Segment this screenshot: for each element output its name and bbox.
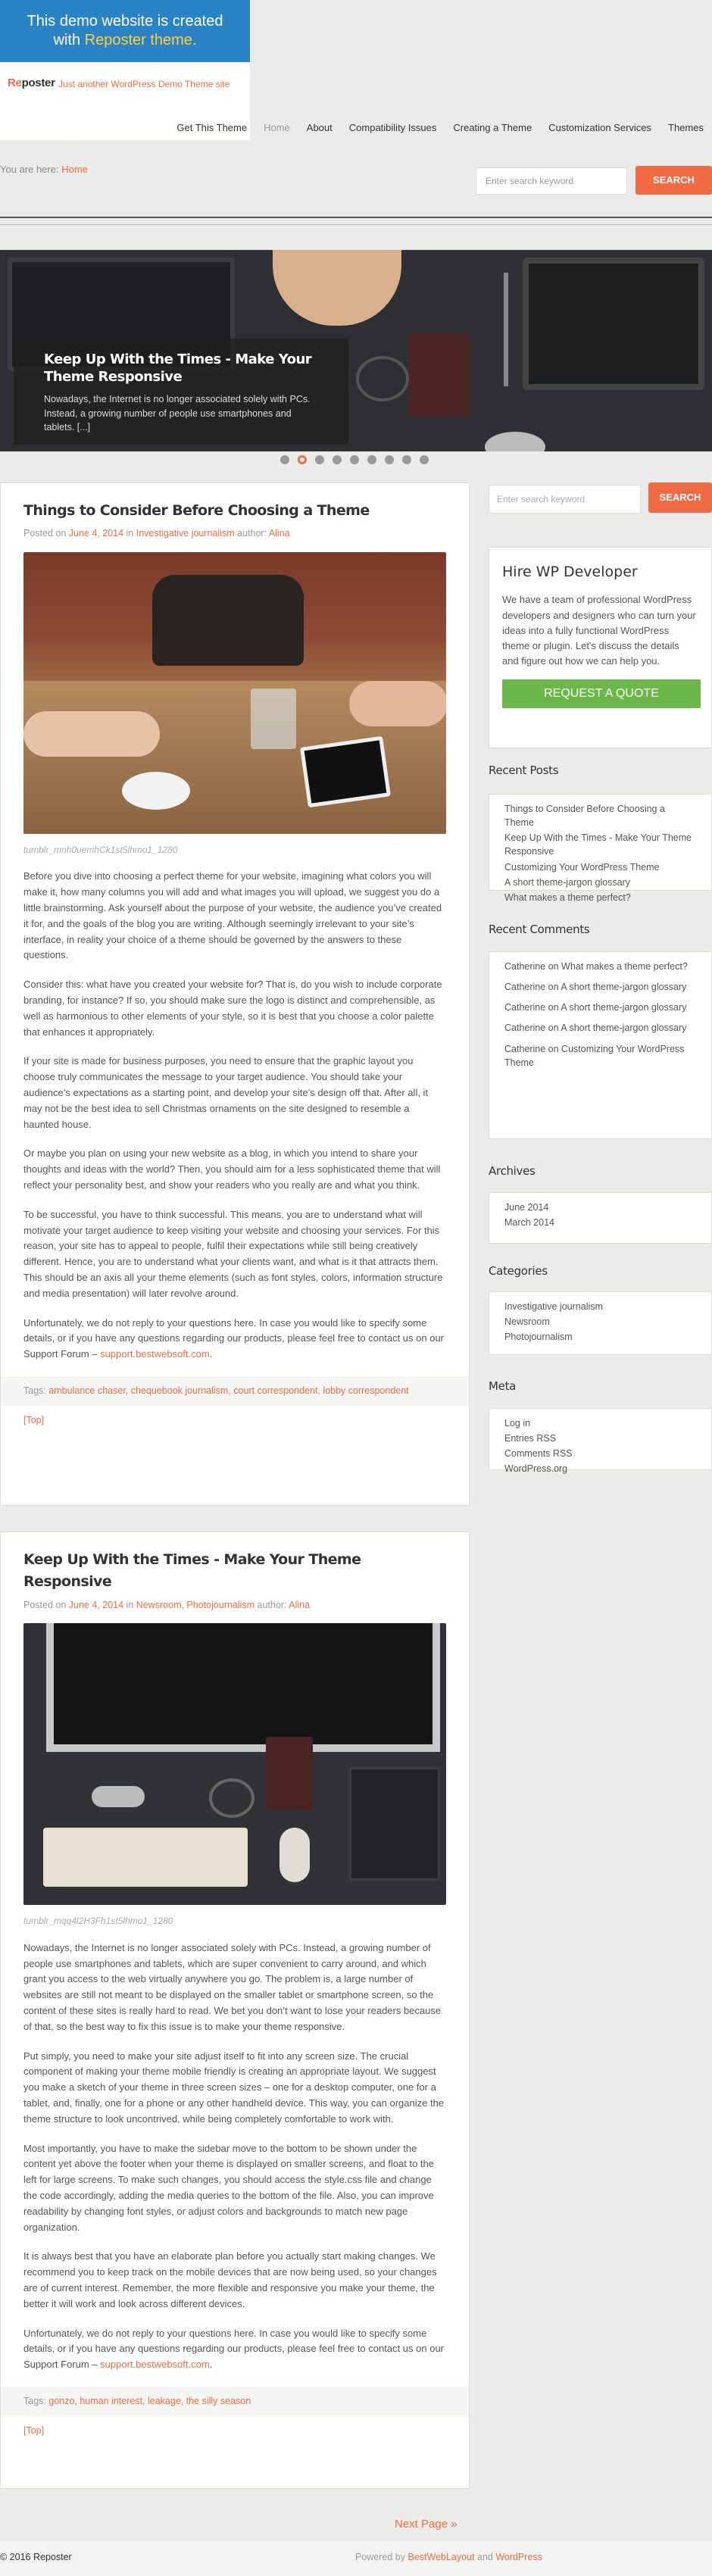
- demo-banner-line1: This demo website is created: [27, 13, 223, 30]
- recent-comment-link[interactable]: Catherine on A short theme-jargon glossary: [504, 1002, 687, 1013]
- categories-widget: [489, 1291, 712, 1355]
- footer-powered-by: [355, 2550, 542, 2565]
- category-link[interactable]: Newsroom: [504, 1316, 550, 1328]
- footer-copyright: © 2016 Reposter: [0, 2552, 72, 2562]
- nav-creating-a-theme[interactable]: Creating a Theme: [453, 121, 532, 133]
- category-link[interactable]: Photojournalism: [504, 1332, 573, 1343]
- tags-label: Tags:: [23, 1385, 49, 1396]
- post-paragraph: Most importantly, you have to make the sidebar move to the bottom to be shown under the content yet above the footer when your theme is displayed on smaller screens, and float to the left for large screens. To make such changes, you should access the style.css file and change the code accordingly, adding the media queries to the bottom of the file. Also, you can improve readability by changing font styles, or adjust colors and backgrounds to match new page organization.: [23, 2142, 434, 2233]
- post-category-link[interactable]: Investigative journalism: [136, 528, 235, 539]
- slider-caption-text: Nowadays, the Internet is no longer associated solely with PCs. Instead, a growing number of people use smartphones and tablets. [...]: [44, 393, 311, 433]
- slide-image-tablet: [523, 258, 704, 390]
- slider-dot[interactable]: [367, 455, 376, 464]
- tag-links[interactable]: gonzo, human interest, leakage, the silly season: [48, 2395, 251, 2406]
- recent-post-link[interactable]: A short theme-jargon glossary: [504, 876, 631, 888]
- sidebar-search-input[interactable]: Enter search keyword: [489, 485, 641, 514]
- tags-label: Tags:: [23, 2395, 49, 2406]
- recent-posts-widget: [489, 794, 712, 903]
- post-paragraph: It is always best that you have an elaborate plan before you actually start making changes. We recommend you to keep track on the mobile devices that are now being used, so your changes are of current interest. Remember, the more flexible and responsive you make your theme, the better it will work and look across different devices.: [23, 2250, 437, 2309]
- archive-link[interactable]: June 2014: [504, 1202, 549, 1213]
- slider-dot[interactable]: [385, 455, 394, 464]
- categories-title: Categories: [489, 1264, 548, 1278]
- image-caption: tumblr_mnh0uemhCk1st5lhmo1_1280: [23, 844, 178, 855]
- post-title[interactable]: Things to Consider Before Choosing a Theme: [23, 502, 370, 519]
- logo-accent-letters: Re: [8, 76, 22, 89]
- meta-title: Meta: [489, 1379, 517, 1393]
- post-date-link[interactable]: June 4, 2014: [68, 528, 124, 539]
- image-caption: tumblr_mqq4l2H3Fh1st5lhmo1_1280: [23, 1916, 173, 1927]
- post-paragraph: To be successful, you have to think successful. This means, you are to understand what will motivate your target audience to keep visiting your website and choosing your services. For this reason, your site has to appeal to people, fulfil their expectations while still being creatively different. Hence, you are to understand what your clients want, and what is it that attracts them. This should be an axis all your theme elements (such as font styles, colors, information structure and media presentation) will later revolve around.: [23, 1208, 443, 1299]
- post-category-link[interactable]: Newsroom, Photojournalism: [136, 1599, 255, 1610]
- post-author-link[interactable]: Alina: [268, 528, 290, 539]
- hire-widget-title: Hire WP Developer: [502, 564, 638, 580]
- post-meta-label: author:: [255, 1599, 289, 1610]
- footer-and: and: [474, 2552, 496, 2562]
- slide-image-glasses: [356, 356, 409, 401]
- slider-dot[interactable]: [420, 455, 429, 464]
- hire-developer-widget: [489, 547, 712, 748]
- post-closing-paragraph: [23, 2326, 446, 2373]
- breadcrumb: [0, 162, 88, 177]
- site-logo[interactable]: [8, 74, 55, 92]
- post-meta-label: in: [123, 528, 136, 539]
- post-date-link[interactable]: June 4, 2014: [68, 1599, 124, 1610]
- nav-compatibility-issues[interactable]: Compatibility Issues: [348, 121, 437, 133]
- recent-post-link[interactable]: What makes a theme perfect?: [504, 891, 631, 903]
- image-mouse: [279, 1828, 310, 1882]
- post-closing-paragraph: [23, 1316, 446, 1363]
- demo-banner-link[interactable]: Reposter theme.: [84, 32, 197, 48]
- image-notebook: [266, 1737, 313, 1809]
- slider-pagination: [280, 455, 429, 464]
- post-meta: [23, 1598, 446, 1613]
- sidebar-search-button[interactable]: SEARCH: [648, 482, 712, 513]
- post-paragraph: Consider this: what have you created your website for? That is, do you wish to include corporate branding, for instance? If so, you should make sure the logo is distinct and comprehensible, as well as harmonious to other elements of your style, so it is best that you choose a color palette that enhances it appropriately.: [23, 979, 442, 1038]
- slide-image-watch: [485, 432, 545, 451]
- image-hand: [349, 681, 446, 726]
- archives-widget: [489, 1192, 712, 1244]
- recent-comments-title: Recent Comments: [489, 923, 590, 936]
- post-meta: [23, 526, 446, 541]
- image-hand: [23, 711, 160, 757]
- post-featured-image: [23, 552, 446, 834]
- image-monitor: [46, 1623, 440, 1752]
- category-link[interactable]: Investigative journalism: [504, 1301, 603, 1312]
- image-tablet: [300, 736, 391, 808]
- post-meta-label: Posted on: [23, 1599, 69, 1610]
- recent-post-link[interactable]: Keep Up With the Times - Make Your Theme Responsive: [504, 832, 692, 857]
- header-search-input[interactable]: Enter search keyword: [476, 167, 627, 195]
- post-paragraph: Nowadays, the Internet is no longer associated solely with PCs. Instead, a growing number of people use smartphones and tablets, which are super convenient to carry around, and which grant you access to the web virtually anywhere you go. The problem is, a large number of websites are still not meant to be displayed on the smaller tablet or smartphone screen, so the content of these sites is really hard to read. We bet you don’t want to lose your readers because of that, so the best way to fix this issue is to make your theme responsive.: [23, 1941, 442, 2032]
- closing-end: .: [209, 1348, 213, 1360]
- closing-text: Unfortunately, we do not reply to your questions here. In case you would like to specify some details, or if you have any questions regarding our products, please feel free to contact us on our Support Forum –: [23, 1316, 445, 1360]
- post-tags: [1, 1376, 469, 1406]
- meta-widget: [489, 1408, 712, 1475]
- meta-link[interactable]: Comments RSS: [504, 1448, 573, 1460]
- footer-wordpress-link[interactable]: WordPress: [495, 2552, 542, 2562]
- request-quote-button[interactable]: REQUEST A QUOTE: [502, 679, 701, 708]
- post-tags: [1, 2387, 469, 2416]
- logo-text: poster: [21, 76, 55, 89]
- slider-caption-title[interactable]: Keep Up With the Times - Make Your Theme Responsive: [44, 351, 312, 386]
- nav-get-this-theme[interactable]: Get This Theme: [176, 121, 248, 133]
- nav-themes[interactable]: Themes: [668, 121, 704, 133]
- post-author-link[interactable]: Alina: [289, 1599, 311, 1610]
- image-cup: [122, 772, 190, 810]
- post-paragraph: Or maybe you plan on using your new website as a blog, in which you intend to share your thoughts and ideas with the world? Then, you should aim for a less sophisticated theme that will reflect your personality best, and show your readers who you really are and what you think.: [23, 1147, 441, 1191]
- archives-title: Archives: [489, 1164, 536, 1178]
- breadcrumb-home-link[interactable]: Home: [61, 164, 88, 175]
- nav-home[interactable]: Home: [264, 121, 290, 133]
- post-meta-label: author:: [234, 528, 269, 539]
- slider-dot[interactable]: [315, 455, 324, 464]
- post-article: [0, 1532, 470, 2489]
- image-tablet: [349, 1767, 440, 1881]
- recent-comments-widget: [489, 951, 712, 1139]
- recent-comment-link[interactable]: Catherine on A short theme-jargon glossary: [504, 1023, 687, 1034]
- tag-links[interactable]: ambulance chaser, chequebook journalism, court correspondent, lobby correspondent: [48, 1385, 409, 1396]
- meta-link[interactable]: WordPress.org: [504, 1463, 568, 1475]
- recent-post-link[interactable]: Customizing Your WordPress Theme: [504, 861, 660, 873]
- closing-end: .: [209, 2359, 213, 2371]
- next-page-link[interactable]: Next Page »: [395, 2518, 457, 2531]
- image-keyboard: [43, 1828, 248, 1887]
- recent-comment-link[interactable]: Catherine on A short theme-jargon glossary: [504, 982, 687, 993]
- post-paragraph: If your site is made for business purposes, you need to ensure that the graphic layout you choose truly communicates the message to your target audience. You should take your audience’s expectations as a starting point, and develop your site’s design off that. After all, it may not be the best idea to sell Christmas ornaments on the site designed to resemble a haunted house.: [23, 1055, 429, 1130]
- post-title[interactable]: Keep Up With the Times - Make Your Theme Responsive: [23, 1551, 361, 1591]
- image-watch: [92, 1786, 145, 1807]
- slider-dot[interactable]: [280, 455, 289, 464]
- post-body: [23, 869, 446, 1363]
- post-body: [23, 1941, 446, 2373]
- post-paragraph: Put simply, you need to make your site adjust itself to fit into any screen size. The crucial component of making your theme mobile friendly is creating an appropriate layout. We suggest you make a sketch of your theme in three screen sizes – one for a desktop computer, one for a tablet, and, finally, one for a phone or any other handheld device. This way, you can organize the theme structure to look uncontrived, while being completely comfortable to work with.: [23, 2050, 445, 2125]
- post-meta-label: in: [123, 1599, 136, 1610]
- support-link[interactable]: support.bestwebsoft.com: [100, 1348, 210, 1360]
- site-tagline: Just another WordPress Demo Theme site: [58, 79, 230, 89]
- slider-dot[interactable]: [350, 455, 359, 464]
- demo-banner-line2: [54, 31, 197, 50]
- post-featured-image: [23, 1623, 446, 1905]
- slide-image-pen: [504, 273, 508, 386]
- slide-image-notebook: [409, 333, 470, 417]
- image-bag: [152, 575, 304, 666]
- meta-link[interactable]: Entries RSS: [504, 1433, 557, 1444]
- post-article: [0, 482, 470, 1506]
- meta-link[interactable]: Log in: [504, 1418, 531, 1429]
- slider-dot[interactable]: [402, 455, 411, 464]
- hire-widget-text: We have a team of professional WordPress developers and designers who can turn your ideas into a fully functional WordPress theme or plugin. Let's discuss the details and figure out how we can help you.: [502, 594, 696, 667]
- recent-post-link[interactable]: Things to Consider Before Choosing a Theme: [504, 804, 665, 829]
- slider-dot-active[interactable]: [298, 455, 307, 464]
- image-glasses: [209, 1778, 255, 1818]
- footer-powered-label: Powered by: [355, 2552, 408, 2562]
- demo-banner: [0, 0, 250, 62]
- nav-customization-services[interactable]: Customization Services: [548, 121, 652, 133]
- closing-text: Unfortunately, we do not reply to your questions here. In case you would like to specify some details, or if you have any questions regarding our products, please feel free to contact us on our Support Forum –: [23, 2327, 445, 2371]
- breadcrumb-prefix: You are here:: [0, 164, 62, 175]
- slider-caption[interactable]: [14, 339, 348, 445]
- header-divider-thin: [0, 224, 712, 225]
- demo-banner-prefix: with: [53, 32, 85, 48]
- recent-posts-title: Recent Posts: [489, 763, 559, 777]
- image-glass: [251, 688, 296, 749]
- recent-comment-link[interactable]: Catherine on What makes a theme perfect?: [504, 961, 688, 972]
- support-link[interactable]: support.bestwebsoft.com: [100, 2359, 210, 2371]
- back-to-top-link[interactable]: [Top]: [23, 2425, 45, 2437]
- footer-bestweblayout-link[interactable]: BestWebLayout: [408, 2552, 475, 2562]
- header-search-button[interactable]: SEARCH: [635, 166, 712, 195]
- post-paragraph: Before you dive into choosing a perfect theme for your website, imagining what colors you will make it, how many columns you will add and what images you will upload, we suggest you do a little brainstorming. Ask yourself about the purpose of your website, the audience you’ve created it for, and the goals of the blog you are writing. Although seemingly irrelevant to your site’s interface, in reality your choice of a theme should be governed by the answers to these questions.: [23, 870, 442, 961]
- archive-link[interactable]: March 2014: [504, 1217, 555, 1229]
- back-to-top-link[interactable]: [Top]: [23, 1415, 45, 1426]
- slide-image-mug: [273, 250, 401, 326]
- nav-about[interactable]: About: [306, 121, 333, 133]
- slider-dot[interactable]: [333, 455, 342, 464]
- recent-comment-link[interactable]: Catherine on Customizing Your WordPress Theme: [504, 1043, 685, 1068]
- header-divider: [0, 217, 712, 218]
- main-navigation: [144, 115, 712, 141]
- post-meta-label: Posted on: [23, 528, 69, 539]
